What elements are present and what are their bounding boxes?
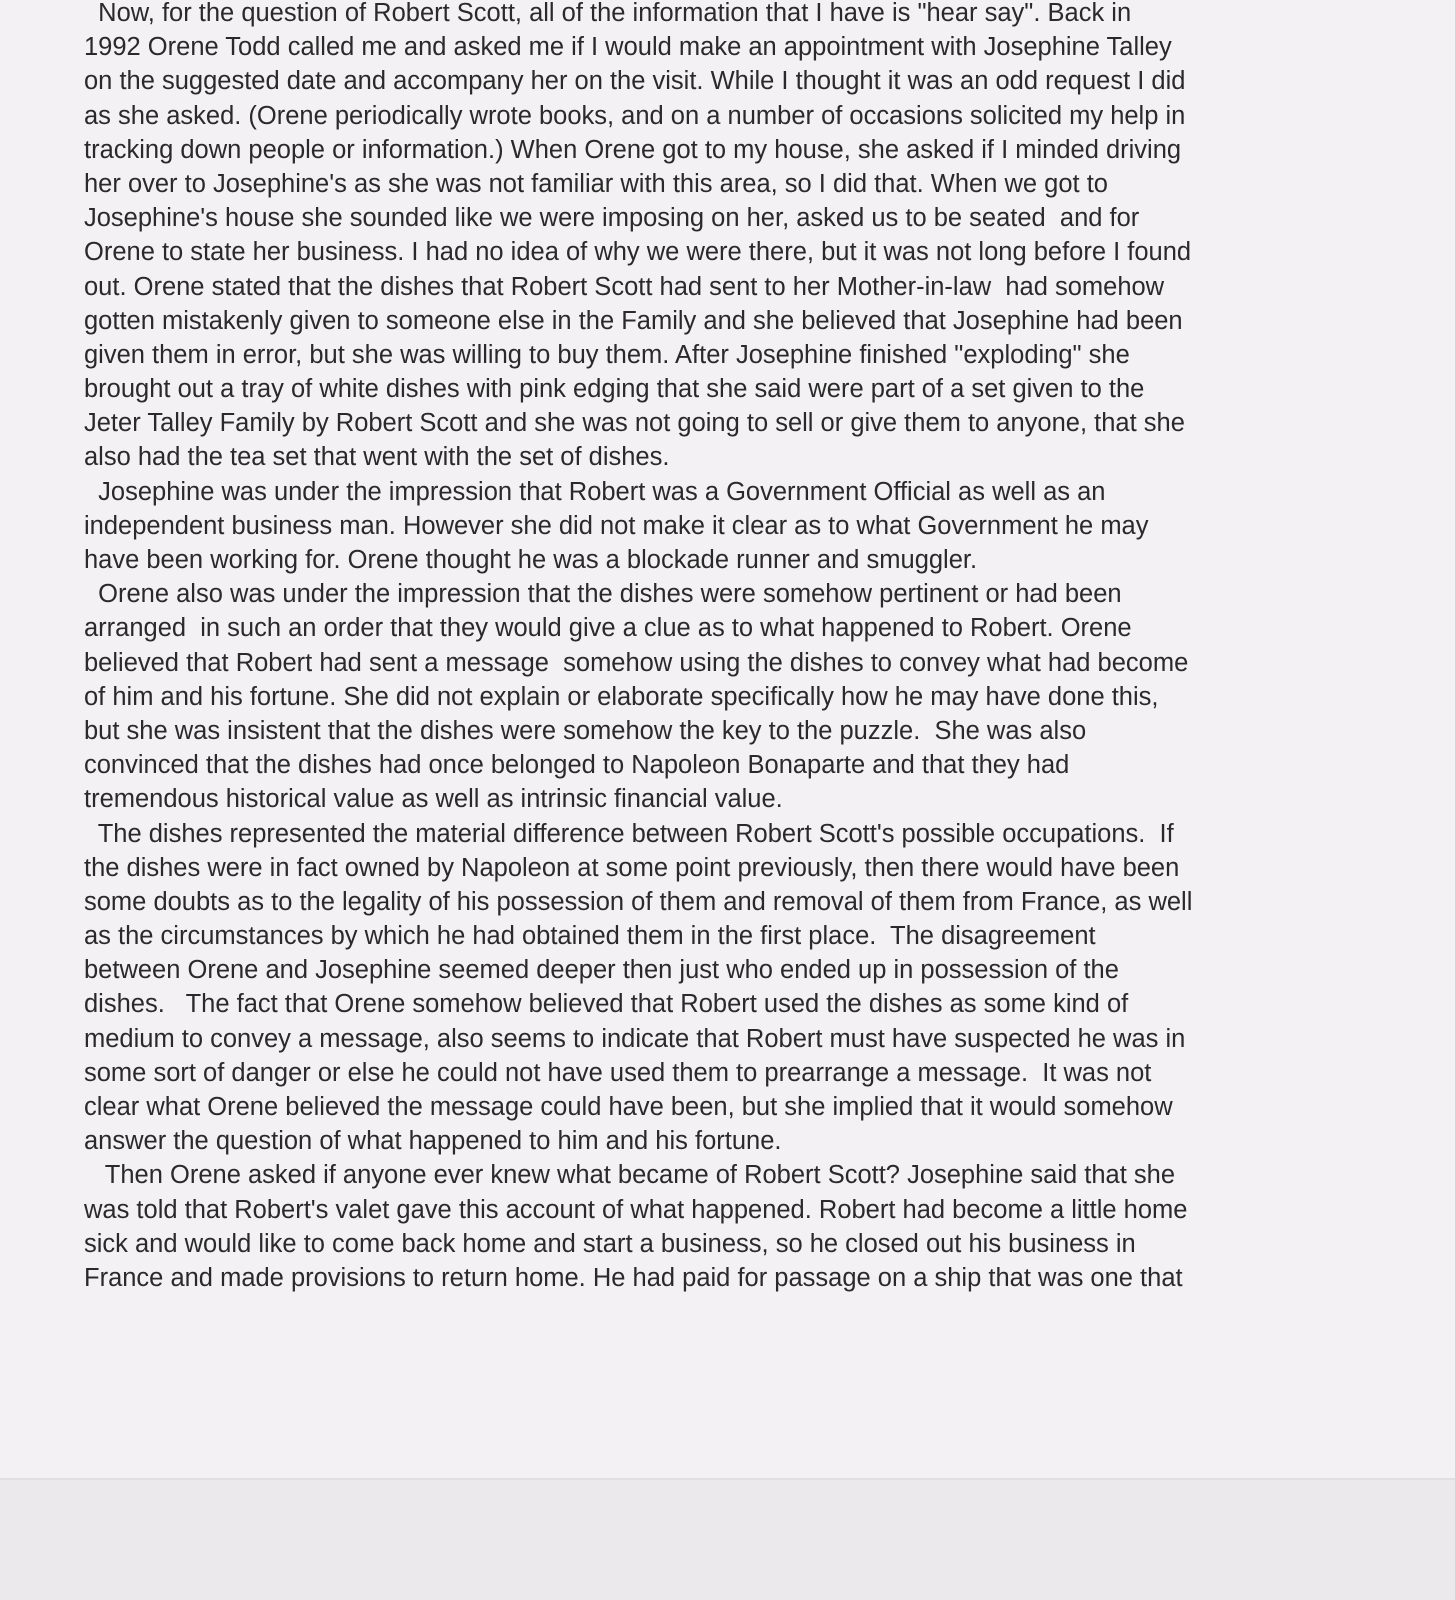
text-line: convinced that the dishes had once belonged to Napoleon Bonaparte and that they had bbox=[84, 751, 1070, 780]
text-line: as she asked. (Orene periodically wrote books, and on a number of occasions solicited my help in bbox=[84, 101, 1186, 130]
text-line: 1992 Orene Todd called me and asked me if I would make an appointment with Josephine Talley bbox=[84, 33, 1172, 62]
text-line: answer the question of what happened to him and his fortune. bbox=[84, 1127, 782, 1156]
document-body bbox=[84, 0, 1374, 1295]
text-line: Orene also was under the impression that the dishes were somehow pertinent or had been bbox=[84, 580, 1122, 609]
text-line: have been working for. Orene thought he was a blockade runner and smuggler. bbox=[84, 546, 978, 574]
text-line: arranged in such an order that they would give a clue as to what happened to Robert. Orene bbox=[84, 614, 1132, 643]
text-line: independent business man. However she did not make it clear as to what Government he may bbox=[84, 511, 1149, 540]
text-line: Now, for the question of Robert Scott, all of the information that I have is "hear say". Back in bbox=[84, 0, 1132, 27]
text-line: given them in error, but she was willing to buy them. After Josephine finished "exploding" she bbox=[84, 340, 1130, 369]
text-line: also had the tea set that went with the set of dishes. bbox=[84, 443, 670, 472]
text-line: was told that Robert's valet gave this account of what happened. Robert had become a little home bbox=[84, 1195, 1188, 1224]
text-line: on the suggested date and accompany her on the visit. While I thought it was an odd request I did bbox=[84, 67, 1186, 96]
text-line: tracking down people or information.) When Orene got to my house, she asked if I minded driving bbox=[84, 135, 1182, 164]
text-line: as the circumstances by which he had obtained them in the first place. The disagreement bbox=[84, 922, 1096, 951]
text-line: between Orene and Josephine seemed deeper then just who ended up in possession of the bbox=[84, 956, 1119, 985]
text-line: some doubts as to the legality of his possession of them and removal of them from France, as well bbox=[84, 887, 1193, 916]
text-line: out. Orene stated that the dishes that Robert Scott had sent to her Mother-in-law had somehow bbox=[84, 272, 1165, 301]
text-line: The dishes represented the material difference between Robert Scott's possible occupations. If bbox=[84, 819, 1174, 848]
text-line: Josephine's house she sounded like we were imposing on her, asked us to be seated and for bbox=[84, 204, 1140, 233]
text-line: gotten mistakenly given to someone else in the Family and she believed that Josephine had been bbox=[84, 306, 1183, 335]
text-line: Then Orene asked if anyone ever knew what became of Robert Scott? Josephine said that she bbox=[84, 1161, 1176, 1190]
text-line: Jeter Talley Family by Robert Scott and she was not going to sell or give them to anyone, that she bbox=[84, 409, 1185, 438]
text-line: brought out a tray of white dishes with pink edging that she said were part of a set given to the bbox=[84, 375, 1145, 404]
text-line: the dishes were in fact owned by Napoleon at some point previously, then there would have been bbox=[84, 853, 1180, 882]
text-line: tremendous historical value as well as intrinsic financial value. bbox=[84, 785, 783, 814]
text-line: France and made provisions to return home. He had paid for passage on a ship that was one that bbox=[84, 1263, 1183, 1292]
text-line: of him and his fortune. She did not explain or elaborate specifically how he may have done this, bbox=[84, 682, 1159, 711]
page-edge-divider bbox=[0, 1478, 1455, 1480]
text-line: believed that Robert had sent a message somehow using the dishes to convey what had become bbox=[84, 648, 1189, 677]
text-line: dishes. The fact that Orene somehow believed that Robert used the dishes as some kind of bbox=[84, 990, 1129, 1019]
text-line: but she was insistent that the dishes were somehow the key to the puzzle. She was also bbox=[84, 716, 1087, 745]
text-line: clear what Orene believed the message could have been, but she implied that it would somehow bbox=[84, 1093, 1173, 1121]
text-line: medium to convey a message, also seems to indicate that Robert must have suspected he was in bbox=[84, 1024, 1186, 1053]
text-line: sick and would like to come back home and start a business, so he closed out his business in bbox=[84, 1229, 1136, 1258]
text-line: some sort of danger or else he could not have used them to prearrange a message. It was not bbox=[84, 1058, 1152, 1087]
text-line: her over to Josephine's as she was not familiar with this area, so I did that. When we got to bbox=[84, 169, 1108, 198]
text-line: Josephine was under the impression that Robert was a Government Official as well as an bbox=[84, 477, 1106, 506]
text-line: Orene to state her business. I had no idea of why we were there, but it was not long before I found bbox=[84, 238, 1192, 267]
